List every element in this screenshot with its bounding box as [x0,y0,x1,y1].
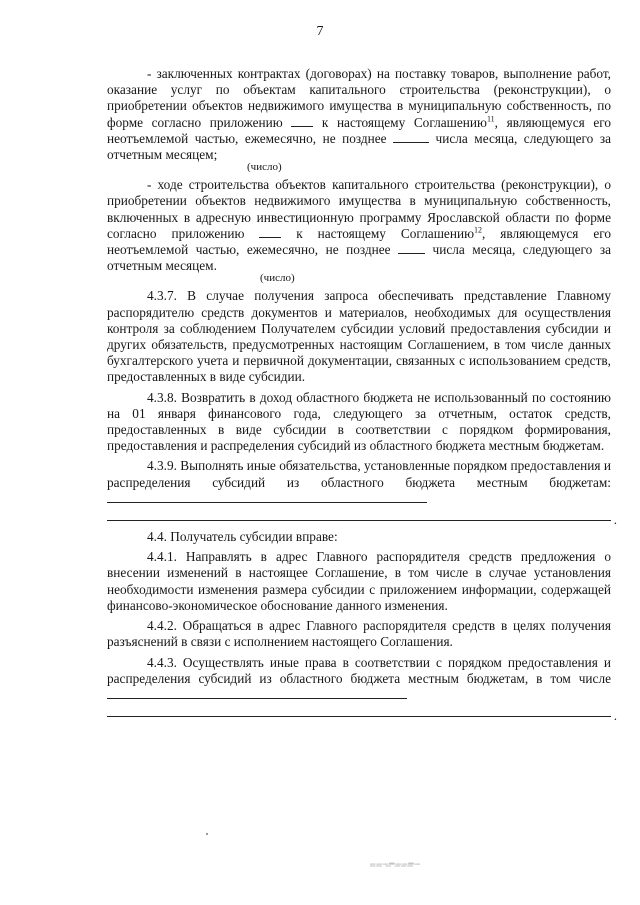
paragraph-4-3-8: 4.3.8. Возвратить в доход областного бюджета не использованный по состоянию на 01 января финансового года, следующего за отчетным, остаток средств, предоставленных в виде субсидии в соответствии с порядком формирования, предоставления и распределения субсидий из областного бюджета местным бюджетам. [107,389,611,454]
bullet1-text-b: к настоящему Соглашению [313,114,487,130]
blank-hint-label: (число) [260,272,295,285]
document-body [107,66,617,724]
page-number: 7 [316,24,324,39]
fill-in-rule [107,512,617,528]
scan-speck [206,833,208,835]
paragraph-4-4-1: 4.4.1. Направлять в адрес Главного распорядителя средств предложения о внесении изменений в настоящее Соглашение, в том числе в случае установления необходимости изменения размера субсидии с приложением информации, содержащей финансово-экономическое обоснование данного изменения. [107,549,611,613]
paragraph-4-4: 4.4. Получатель субсидии вправе: [147,529,338,545]
paragraph-4-4-3-text: 4.4.3. Осуществлять иные права в соответствии с порядком предоставления и распределения субсидий из областного бюджета местным бюджетам, в том числе [107,654,611,686]
appendix-number-blank [259,226,281,238]
fill-in-line [107,491,427,503]
faint-stamp-mark: ▁▁▁▂▁▁▂▁ ▔▔ ▔ ▔▔▔ [370,857,422,874]
fill-in-line [107,687,407,699]
paragraph-bullet-construction [107,177,611,274]
bullet2-text-a: - ходе строительства объектов капитального строительства (реконструкции), о приобретении объектов недвижимого имущества в муниципальную собственность, включенных в адресную инвестиционную программу Ярославской области по форме согласно приложению [107,177,611,241]
bullet2-text-d: числа месяца, следующего за отчетным месяцем. [107,242,611,274]
bullet1-text-c: , являющемуся его неотъемлемой частью, ежемесячно, не позднее [107,114,611,146]
paragraph-4-4-3 [107,655,611,704]
bullet1-text-a: - заключенных контрактах (договорах) на поставку товаров, выполнение работ, оказание услуг по объектам капитального строительства (реконструкции), о приобретении объектов недвижимого имущества в муниципальную собственность, по форме согласно приложению [107,66,611,130]
paragraph-4-3-9-text: 4.3.9. Выполнять иные обязательства, установленные порядком предоставления и распределения субсидий из областного бюджета местным бюджетам: [107,458,611,490]
footnote-marker: 12 [474,225,483,235]
day-number-blank [393,131,429,143]
bullet1-text-d: числа месяца, следующего за отчетным месяцем; [107,130,611,163]
rule-end-period: . [613,708,617,724]
footnote-marker: 11 [486,114,495,124]
paragraph-4-3-7: 4.3.7. В случае получения запроса обеспечивать представление Главному распорядителю средств документов и материалов, необходимых для осуществления контроля за соблюдением Получателем субсидии условий предоставления субсидии и других обязательств, предусмотренных настоящим Соглашением, в том числе данных бухгалтерского учета и первичной документации, связанных с использованием средств, предоставленных в виде субсидии. [107,288,611,385]
paragraph-4-4-2: 4.4.2. Обращаться в адрес Главного распорядителя средств в целях получения разъяснений в связи с исполнением настоящего Соглашения. [107,618,611,650]
day-number-blank [398,242,425,254]
bullet2-text-c: , являющемуся его неотъемлемой частью, ежемесячно, не позднее [107,225,612,258]
bullet2-text-b: к настоящему Соглашению [281,225,475,241]
appendix-number-blank [291,115,313,127]
paragraph-4-3-9 [107,458,611,507]
blank-hint-label: (число) [247,161,282,174]
paragraph-bullet-contracts [107,66,611,163]
rule-end-period: . [613,512,617,528]
fill-in-rule [107,708,617,724]
